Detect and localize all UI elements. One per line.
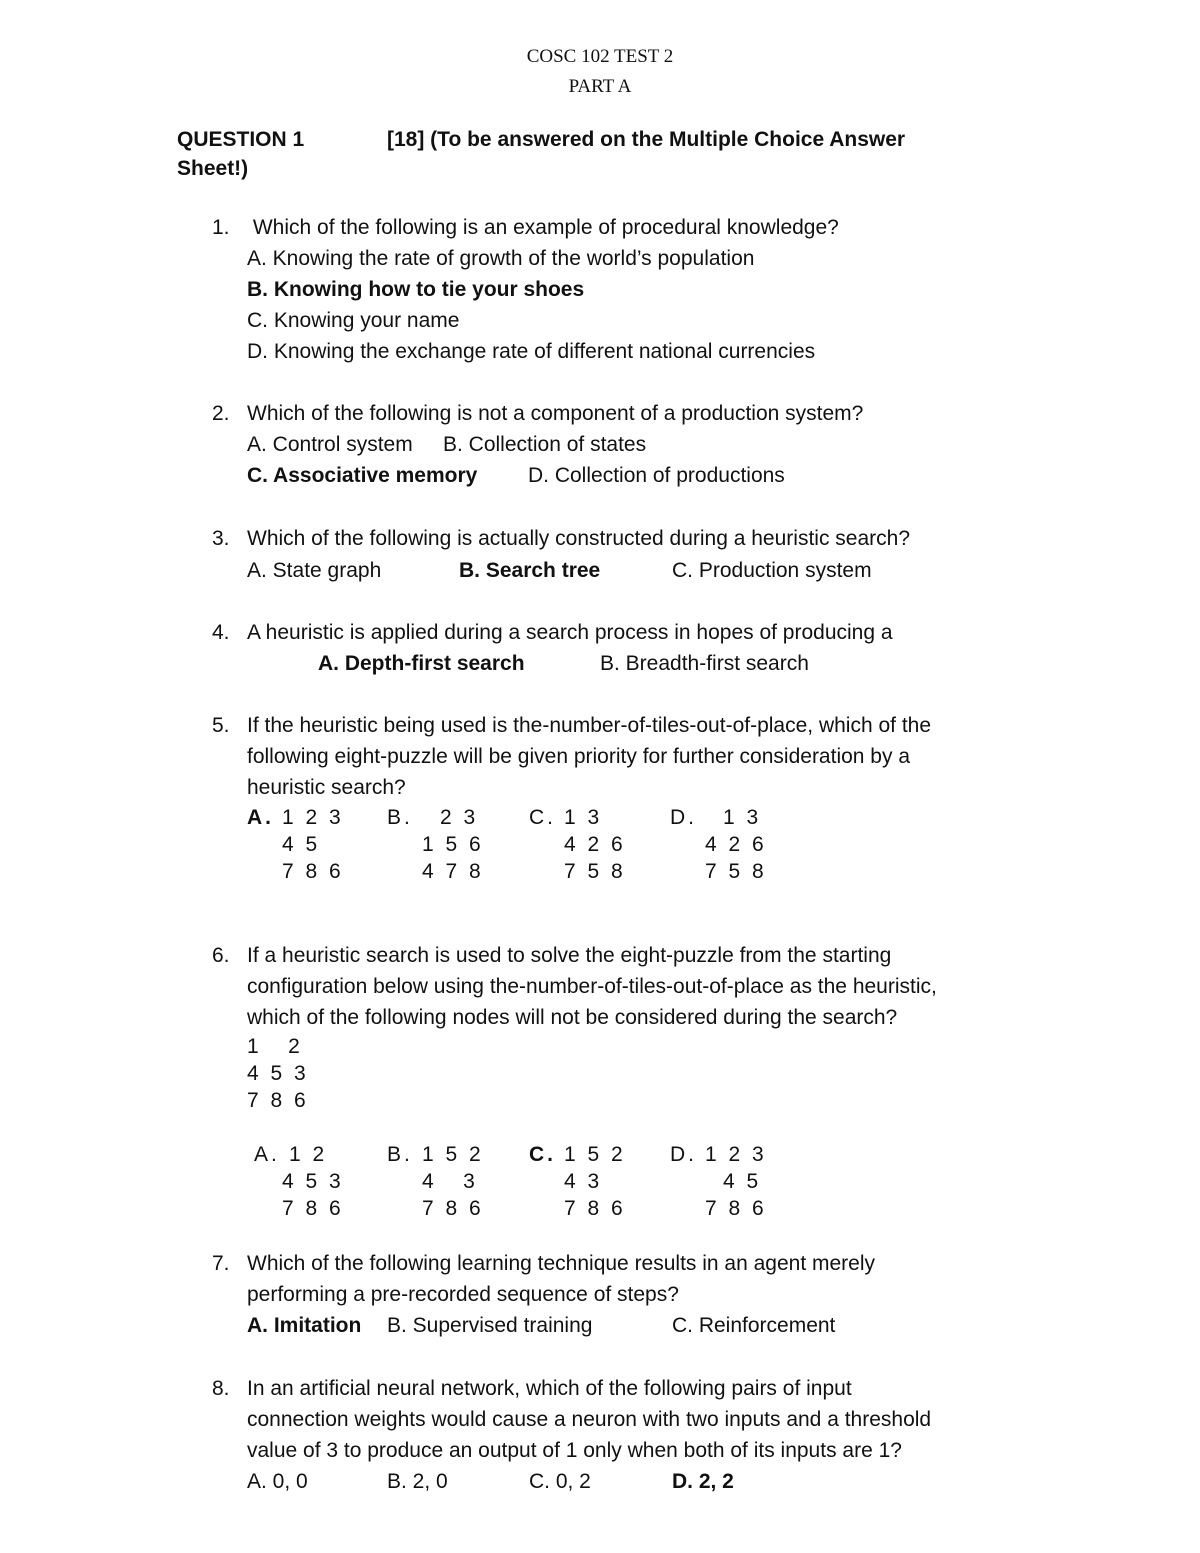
option-label-d: D.	[670, 1143, 697, 1166]
question-text-line: connection weights would cause a neuron with two inputs and a threshold	[247, 1408, 932, 1431]
option-d-answer: D. 2, 2	[672, 1470, 734, 1493]
part-title: PART A	[568, 76, 632, 97]
option-c: C. 0, 2	[529, 1470, 591, 1493]
option-label-c-answer: C.	[529, 1143, 556, 1166]
puzzle-row: 1 5 6	[422, 833, 484, 856]
question-number: 1.	[212, 216, 230, 239]
puzzle-row: 4 5 3	[282, 1170, 344, 1193]
question-number: 2.	[212, 402, 230, 425]
option-b: B. Supervised training	[387, 1314, 593, 1337]
question-text: Which of the following is not a component of a production system?	[247, 402, 864, 425]
puzzle-row: 7 8 6	[705, 1197, 767, 1220]
puzzle-row: 1 3	[723, 806, 762, 829]
question-text-line: performing a pre-recorded sequence of steps?	[247, 1283, 679, 1306]
option-c: C. Knowing your name	[247, 309, 460, 332]
question-number: 4.	[212, 621, 230, 644]
option-b: B. 2, 0	[387, 1470, 448, 1493]
option-d: D. Knowing the exchange rate of different national currencies	[247, 340, 816, 363]
puzzle-row: 7 8 6	[282, 1197, 344, 1220]
question-text-line: configuration below using the-number-of-tiles-out-of-place as the heuristic,	[247, 975, 937, 998]
question-label: QUESTION 1	[177, 128, 305, 151]
option-c: C. Reinforcement	[672, 1314, 836, 1337]
question-text-line: In an artificial neural network, which of the following pairs of input	[247, 1377, 852, 1400]
puzzle-row: 1 5 2	[422, 1143, 484, 1166]
puzzle-row: 1 2	[289, 1143, 328, 1166]
question-marks-continuation: Sheet!)	[177, 157, 249, 180]
question-text-line: which of the following nodes will not be considered during the search?	[247, 1006, 898, 1029]
option-a-answer: A. Depth-first search	[318, 652, 525, 675]
puzzle-row: 4 3	[422, 1170, 478, 1193]
question-text-line: heuristic search?	[247, 776, 406, 799]
start-puzzle-row: 7 8 6	[247, 1089, 309, 1112]
question-number: 8.	[212, 1377, 230, 1400]
question-number: 5.	[212, 714, 230, 737]
question-number: 3.	[212, 527, 230, 550]
puzzle-row: 4 2 6	[705, 833, 767, 856]
option-label-b: B.	[387, 806, 413, 829]
puzzle-row: 4 5	[723, 1170, 762, 1193]
puzzle-row: 7 8 6	[422, 1197, 484, 1220]
puzzle-row: 1 2 3	[282, 806, 344, 829]
start-puzzle-row: 4 5 3	[247, 1062, 309, 1085]
option-b-answer: B. Knowing how to tie your shoes	[247, 278, 585, 301]
puzzle-row: 7 5 8	[564, 860, 626, 883]
option-label-a-answer: A.	[247, 806, 274, 829]
puzzle-row: 2 3	[440, 806, 479, 829]
start-puzzle-row: 1 2	[247, 1035, 303, 1058]
option-b: B. Breadth-first search	[600, 652, 809, 675]
question-number: 6.	[212, 944, 230, 967]
puzzle-row: 7 8 6	[564, 1197, 626, 1220]
option-a: A. State graph	[247, 559, 382, 582]
question-text: Which of the following is actually constructed during a heuristic search?	[247, 527, 910, 550]
option-c-answer: C. Associative memory	[247, 464, 478, 487]
puzzle-row: 1 5 2	[564, 1143, 626, 1166]
question-marks: [18] (To be answered on the Multiple Choice Answer	[387, 128, 906, 151]
question-text-line: value of 3 to produce an output of 1 only when both of its inputs are 1?	[247, 1439, 902, 1462]
puzzle-row: 1 3	[564, 806, 603, 829]
course-title: COSC 102 TEST 2	[526, 46, 674, 67]
option-a: A. 0, 0	[247, 1470, 308, 1493]
option-d: D. Collection of productions	[528, 464, 785, 487]
option-b: B. Collection of states	[443, 433, 647, 456]
option-label-a: A.	[254, 1143, 280, 1166]
puzzle-row: 7 8 6	[282, 860, 344, 883]
option-b-answer: B. Search tree	[459, 559, 601, 582]
question-text-line: If a heuristic search is used to solve the eight-puzzle from the starting	[247, 944, 892, 967]
puzzle-row: 4 3	[564, 1170, 603, 1193]
puzzle-row: 4 5	[282, 833, 321, 856]
option-a-answer: A. Imitation	[247, 1314, 362, 1337]
puzzle-row: 1 2 3	[705, 1143, 767, 1166]
question-text-line: Which of the following learning technique results in an agent merely	[247, 1252, 876, 1275]
option-a: A. Control system	[247, 433, 413, 456]
puzzle-row: 4 2 6	[564, 833, 626, 856]
option-c: C. Production system	[672, 559, 872, 582]
question-text-line: If the heuristic being used is the-number-of-tiles-out-of-place, which of the	[247, 714, 932, 737]
puzzle-row: 7 5 8	[705, 860, 767, 883]
option-a: A. Knowing the rate of growth of the world’s population	[247, 247, 755, 270]
option-label-c: C.	[529, 806, 556, 829]
question-number: 7.	[212, 1252, 230, 1275]
question-text-line: following eight-puzzle will be given priority for further consideration by a	[247, 745, 910, 768]
question-text: Which of the following is an example of procedural knowledge?	[247, 216, 839, 239]
puzzle-row: 4 7 8	[422, 860, 484, 883]
option-label-b: B.	[387, 1143, 413, 1166]
option-label-d: D.	[670, 806, 697, 829]
question-text: A heuristic is applied during a search process in hopes of producing a	[247, 621, 893, 644]
